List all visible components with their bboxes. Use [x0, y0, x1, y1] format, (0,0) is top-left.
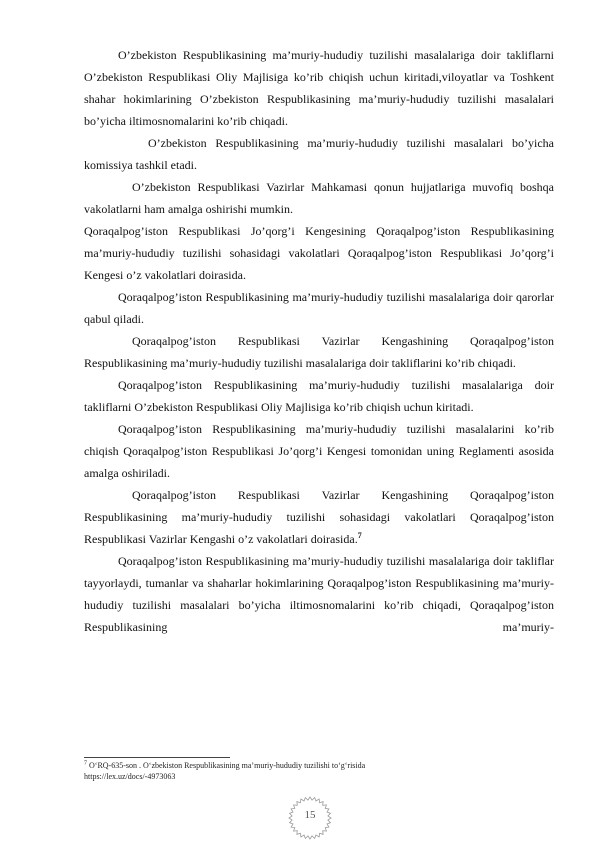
paragraph-6: Qoraqalpog’iston Respublikasi Vazirlar Kengashining Qoraqalpog’iston Respublikasining ma’muriy-hududiy tuzilishi masalalariga doir takliflarini ko’rib chiqadi. — [84, 334, 554, 370]
paragraph-1: O’zbekiston Respublikasining ma’muriy-hududiy tuzilishi masalalariga doir takliflarni O’zbekiston Respublikasi Oliy Majlisiga ko’rib chiqish uchun kiritadi,viloyatlar va Toshkent shahar hokimlarining O’zbekiston Respublikasining ma’muriy-hududiy tuzilishi masalalari bo’yicha iltimosnomalarini ko’rib chiqadi. — [84, 48, 554, 128]
paragraph-10: Qoraqalpog’iston Respublikasining ma’muriy-hududiy tuzilishi masalalariga doir takliflar tayyorlaydi, tumanlar va shaharlar hokimlarining Qoraqalpog’iston Respublikasining ma’muriy-hududiy tuzilishi masalalari bo’yicha iltimosnomalarini ko’rib chiqadi, Qoraqalpog’iston Respublikasining ma’muriy- — [84, 554, 554, 634]
paragraph-2: O’zbekiston Respublikasining ma’muriy-hududiy tuzilishi masalalari bo’yicha komissiya tashkil etadi. — [84, 136, 554, 172]
paragraph-5: Qoraqalpog’iston Respublikasining ma’muriy-hududiy tuzilishi masalalariga doir qarorlar qabul qiladi. — [84, 290, 554, 326]
paragraph-8: Qoraqalpog’iston Respublikasining ma’muriy-hududiy tuzilishi masalalarini ko’rib chiqish Qoraqalpog’iston Respublikasi Jo’qorg’i Kengesi tomonidan uning Reglamenti asosida amalga oshiriladi. — [84, 422, 554, 480]
footnote-reference[interactable]: 7 — [357, 531, 362, 540]
footnote-text: O‘RQ-635-son . O‘zbekiston Respublikasining ma’muriy-hududiy tuzilishi to‘g‘risida — [89, 761, 366, 770]
footnote-number: 7 — [84, 760, 87, 767]
footnote — [84, 760, 554, 782]
paragraph-9-text: Qoraqalpog’iston Respublikasi Vazirlar Kengashining Qoraqalpog’iston Respublikasining ma’muriy-hududiy tuzilishi sohasidagi vakolatlari Qoraqalpog’iston Respublikasi Vazirlar Kengashi o’z vakolatlari doirasida. — [84, 488, 554, 546]
page-number: 15 — [304, 809, 316, 821]
document-body — [84, 44, 554, 638]
paragraph-4: Qoraqalpog’iston Respublikasi Jo’qorg’i Kengesining Qoraqalpog’iston Respublikasining ma’muriy-hududiy tuzilishi sohasidagi vakolatlari Qoraqalpog’iston Respublikasi Jo’qorg’i Kengesi o’z vakolatlari doirasida. — [84, 224, 554, 282]
paragraph-3: O’zbekiston Respublikasi Vazirlar Mahkamasi qonun hujjatlariga muvofiq boshqa vakolatlarni ham amalga oshirishi mumkin. — [84, 180, 554, 216]
paragraph-7: Qoraqalpog’iston Respublikasining ma’muriy-hududiy tuzilishi masalalariga doir takliflarni O’zbekiston Respublikasi Oliy Majlisiga ko’rib chiqish uchun kiritadi. — [84, 378, 554, 414]
footnote-citation — [84, 760, 554, 771]
footnote-divider — [84, 757, 230, 758]
page-number-badge — [288, 796, 332, 840]
footnote-link[interactable]: https://lex.uz/docs/-4973063 — [84, 772, 176, 781]
paragraph-9 — [84, 484, 554, 550]
